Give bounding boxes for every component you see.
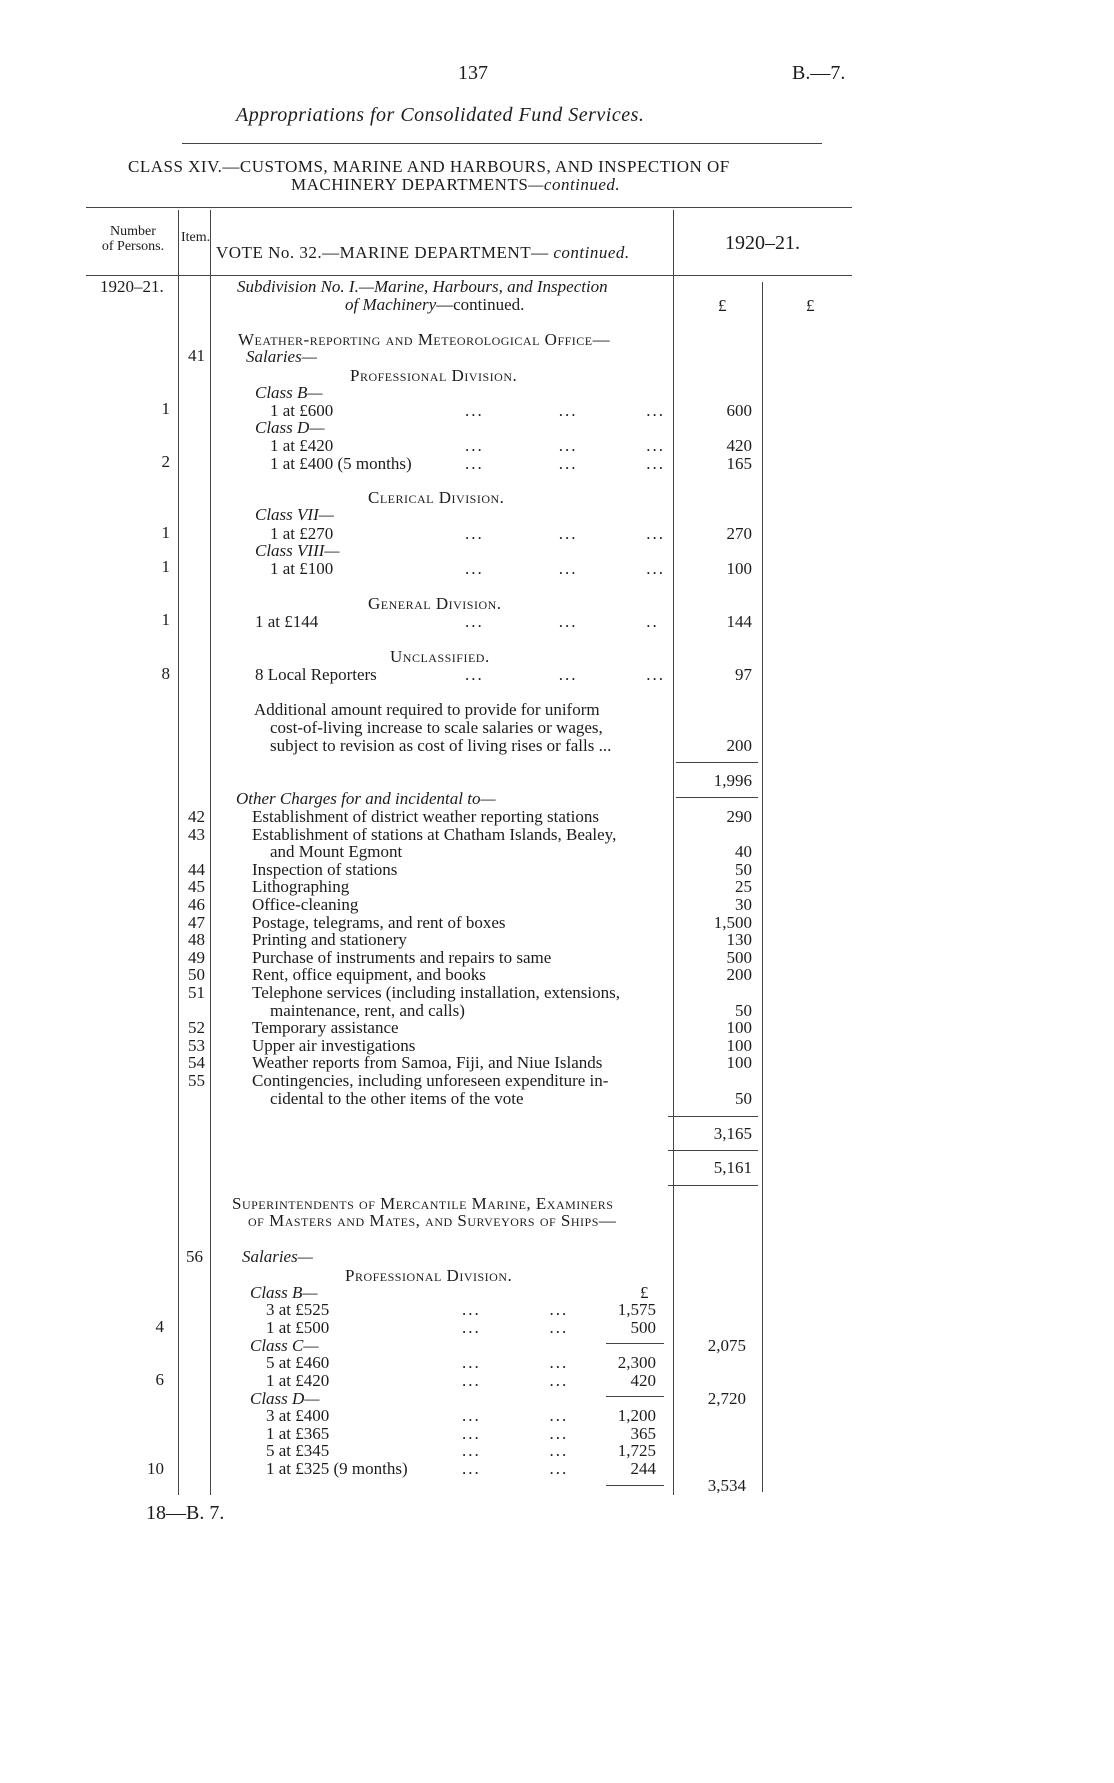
superintendents-d1-text: 3 at £400 (266, 1406, 330, 1425)
other-item-text: Lithographing (252, 877, 350, 896)
header-bottom-rule (86, 275, 852, 276)
superintendents-d3-text: 5 at £345 (266, 1441, 330, 1460)
weather-salaries-total: 1,996 (713, 771, 752, 790)
additional-line2: cost-of-living increase to scale salaries or wages, (270, 718, 603, 737)
weather-unclassified-text: 8 Local Reporters (255, 665, 377, 684)
leader-dots: ... ... ... (465, 524, 665, 543)
other-item-number: 48 (188, 930, 205, 949)
leader-dots: ... ... ... (465, 665, 665, 684)
weather-item-41: 41 (188, 346, 205, 365)
additional-line3: subject to revision as cost of living rises or falls ... (270, 736, 612, 755)
class-heading-line2 (291, 175, 620, 195)
weather-b-persons: 1 (161, 399, 170, 418)
class-heading-line1: CLASS XIV.—CUSTOMS, MARINE AND HARBOURS, AND INSPECTION OF (128, 157, 730, 176)
leader-dots: ... ... (462, 1459, 569, 1478)
weather-viii-amount: 100 (726, 559, 752, 578)
weather-d-persons: 2 (161, 452, 170, 471)
superintendents-d-total: 3,534 (707, 1476, 746, 1495)
weather-general-division: General Division. (368, 594, 502, 613)
other-item-amount: 100 (726, 1036, 752, 1055)
persons-header (88, 224, 178, 254)
other-item-number: 54 (188, 1053, 205, 1072)
other-item-text: Weather reports from Samoa, Fiji, and Niue Islands (252, 1053, 603, 1072)
superintendents-pound: £ (640, 1283, 649, 1302)
other-charges-total: 3,165 (713, 1124, 752, 1143)
leader-dots: ... ... (462, 1424, 569, 1443)
other-item-number: 53 (188, 1036, 205, 1055)
class-d-rule (606, 1485, 664, 1486)
weather-grand-total: 5,161 (713, 1158, 752, 1177)
amount-column-rule (673, 210, 674, 1495)
superintendents-item-56: 56 (186, 1247, 203, 1266)
weather-vii-persons: 1 (161, 523, 170, 542)
superintendents-class-b: Class B— (250, 1283, 318, 1302)
leader-dots: ... ... (462, 1406, 569, 1425)
persons-year: 1920–21. (100, 277, 164, 296)
other-item-amount: 50 (735, 1001, 752, 1020)
other-item-amount: 290 (726, 807, 752, 826)
subdivision-continued: —continued. (436, 295, 525, 314)
superintendents-d2-amount: 365 (630, 1424, 656, 1443)
leader-dots: ... ... ... (465, 401, 665, 420)
weather-general-text: 1 at £144 (255, 612, 319, 631)
superintendents-d1-amount: 1,200 (617, 1406, 656, 1425)
superintendents-d4-text: 1 at £325 (9 months) (266, 1459, 408, 1478)
other-item-text: Temporary assistance (252, 1018, 399, 1037)
weather-d1-amount: 420 (726, 436, 752, 455)
superintendents-d4-amount: 244 (630, 1459, 656, 1478)
weather-professional-division: Professional Division. (350, 366, 518, 385)
other-item-text: Purchase of instruments and repairs to same (252, 948, 552, 967)
subtotal-rule (676, 762, 758, 763)
persons-header-line1: Number (110, 224, 156, 239)
superintendents-c-persons: 6 (155, 1370, 164, 1389)
total-column-rule (762, 282, 763, 1492)
class-b-rule (606, 1343, 664, 1344)
superintendents-heading-line2: of Masters and Mates, and Surveyors of Ships— (248, 1211, 617, 1230)
other-item-number: 51 (188, 983, 205, 1002)
other-charges-heading: Other Charges for and incidental to— (236, 789, 496, 808)
subdivision-machinery: of Machinery (345, 295, 437, 314)
other-item-text: and Mount Egmont (270, 842, 403, 861)
weather-salaries: Salaries— (246, 347, 317, 366)
leader-dots: ... ... ... (465, 454, 665, 473)
weather-d1-text: 1 at £420 (270, 436, 334, 455)
superintendents-class-c: Class C— (250, 1336, 319, 1355)
leader-dots: ... ... ... (465, 559, 665, 578)
other-item-amount: 50 (735, 1089, 752, 1108)
subtotal-rule-lower (676, 797, 758, 798)
other-item-text: Establishment of stations at Chatham Islands, Bealey, (252, 825, 617, 844)
other-item-amount: 130 (726, 930, 752, 949)
item-column-rule (210, 210, 211, 1495)
weather-unclassified: Unclassified. (390, 647, 490, 666)
other-item-text: Upper air investigations (252, 1036, 416, 1055)
subdivision-line2 (345, 295, 524, 315)
other-item-number: 55 (188, 1071, 205, 1090)
weather-viii-persons: 1 (161, 557, 170, 576)
weather-vii-amount: 270 (726, 524, 752, 543)
weather-class-d: Class D— (255, 418, 325, 437)
persons-header-line2: of Persons. (101, 239, 165, 254)
weather-general-amount: 144 (726, 612, 752, 631)
other-item-text: Establishment of district weather reporting stations (252, 807, 600, 826)
superintendents-b2-text: 1 at £500 (266, 1318, 330, 1337)
weather-class-viii: Class VIII— (255, 541, 340, 560)
weather-d2-text: 1 at £400 (5 months) (270, 454, 412, 473)
class-c-rule (606, 1396, 664, 1397)
other-item-number: 46 (188, 895, 205, 914)
superintendents-d-persons: 10 (147, 1459, 164, 1478)
leader-dots: ... ... (462, 1318, 569, 1337)
superintendents-c2-text: 1 at £420 (266, 1371, 330, 1390)
other-item-text: Contingencies, including unforeseen expenditure in- (252, 1071, 609, 1090)
weather-class-b: Class B— (255, 383, 323, 402)
leader-dots: ... ... ... (465, 436, 665, 455)
other-item-amount: 1,500 (713, 913, 752, 932)
superintendents-heading-line1: Superintendents of Mercantile Marine, Examiners (232, 1194, 614, 1213)
class-heading-main: MACHINERY DEPARTMENTS (291, 175, 529, 194)
subdivision-line1: Subdivision No. I.—Marine, Harbours, and Inspection (237, 277, 608, 296)
vote-continued: continued. (553, 243, 630, 262)
superintendents-class-d: Class D— (250, 1389, 320, 1408)
superintendents-b1-text: 3 at £525 (266, 1300, 330, 1319)
other-item-amount: 30 (735, 895, 752, 914)
title-rule (182, 143, 822, 144)
table-top-rule (86, 207, 852, 208)
weather-clerical-division: Clerical Division. (368, 488, 505, 507)
other-item-text: Postage, telegrams, and rent of boxes (252, 913, 506, 932)
page-title: Appropriations for Consolidated Fund Services. (236, 104, 645, 126)
other-item-amount: 100 (726, 1018, 752, 1037)
weather-heading: Weather-reporting and Meteorological Office— (238, 330, 611, 349)
superintendents-c2-amount: 420 (630, 1371, 656, 1390)
footer-signature: 18—B. 7. (146, 1502, 225, 1524)
other-item-number: 44 (188, 860, 205, 879)
document-reference: B.—7. (792, 62, 846, 84)
other-item-amount: 100 (726, 1053, 752, 1072)
pound-header-1: £ (718, 296, 727, 315)
leader-dots: ... ... (462, 1441, 569, 1460)
superintendents-c1-text: 5 at £460 (266, 1353, 330, 1372)
other-item-number: 47 (188, 913, 205, 932)
vote-header (216, 243, 630, 263)
other-item-text: maintenance, rent, and calls) (270, 1001, 465, 1020)
vote-title: VOTE No. 32.—MARINE DEPARTMENT— (216, 243, 549, 262)
pound-header-2: £ (806, 296, 815, 315)
weather-unclassified-persons: 8 (161, 664, 170, 683)
additional-amount: 200 (726, 736, 752, 755)
other-total-rule (668, 1116, 758, 1117)
other-item-number: 52 (188, 1018, 205, 1037)
grand-total-rule-lower (668, 1185, 758, 1186)
superintendents-b-persons: 4 (155, 1317, 164, 1336)
superintendents-d2-text: 1 at £365 (266, 1424, 330, 1443)
other-item-text: Inspection of stations (252, 860, 398, 879)
superintendents-salaries: Salaries— (242, 1247, 313, 1266)
weather-class-vii: Class VII— (255, 505, 334, 524)
weather-d2-amount: 165 (726, 454, 752, 473)
grand-total-rule (668, 1150, 758, 1151)
other-item-amount: 40 (735, 842, 752, 861)
other-item-amount: 50 (735, 860, 752, 879)
superintendents-b2-amount: 500 (630, 1318, 656, 1337)
weather-unclassified-amount: 97 (735, 665, 752, 684)
other-item-text: cidental to the other items of the vote (270, 1089, 524, 1108)
year-header: 1920–21. (725, 232, 800, 254)
superintendents-professional-division: Professional Division. (345, 1266, 513, 1285)
other-item-text: Office-cleaning (252, 895, 359, 914)
superintendents-c1-amount: 2,300 (617, 1353, 656, 1372)
other-item-text: Telephone services (including installation, extensions, (252, 983, 620, 1002)
leader-dots: ... ... (462, 1300, 569, 1319)
leader-dots: ... ... (462, 1371, 569, 1390)
other-item-amount: 200 (726, 965, 752, 984)
superintendents-d3-amount: 1,725 (617, 1441, 656, 1460)
leader-dots: ... ... .. (465, 612, 659, 631)
superintendents-b-total: 2,075 (707, 1336, 746, 1355)
weather-viii-text: 1 at £100 (270, 559, 334, 578)
other-item-number: 49 (188, 948, 205, 967)
leader-dots: ... ... (462, 1353, 569, 1372)
weather-vii-text: 1 at £270 (270, 524, 334, 543)
other-item-text: Printing and stationery (252, 930, 407, 949)
other-item-number: 50 (188, 965, 205, 984)
persons-column-rule (178, 210, 179, 1495)
other-item-amount: 500 (726, 948, 752, 967)
other-item-text: Rent, office equipment, and books (252, 965, 486, 984)
other-item-amount: 25 (735, 877, 752, 896)
class-heading-continued: —continued. (528, 175, 621, 194)
page-number: 137 (458, 62, 488, 84)
weather-general-persons: 1 (161, 610, 170, 629)
other-item-number: 43 (188, 825, 205, 844)
additional-line1: Additional amount required to provide for uniform (254, 700, 600, 719)
other-item-number: 45 (188, 877, 205, 896)
superintendents-b1-amount: 1,575 (617, 1300, 656, 1319)
weather-b-amount: 600 (726, 401, 752, 420)
other-item-number: 42 (188, 807, 205, 826)
superintendents-c-total: 2,720 (707, 1389, 746, 1408)
weather-b-text: 1 at £600 (270, 401, 334, 420)
item-header: Item. (181, 230, 211, 245)
